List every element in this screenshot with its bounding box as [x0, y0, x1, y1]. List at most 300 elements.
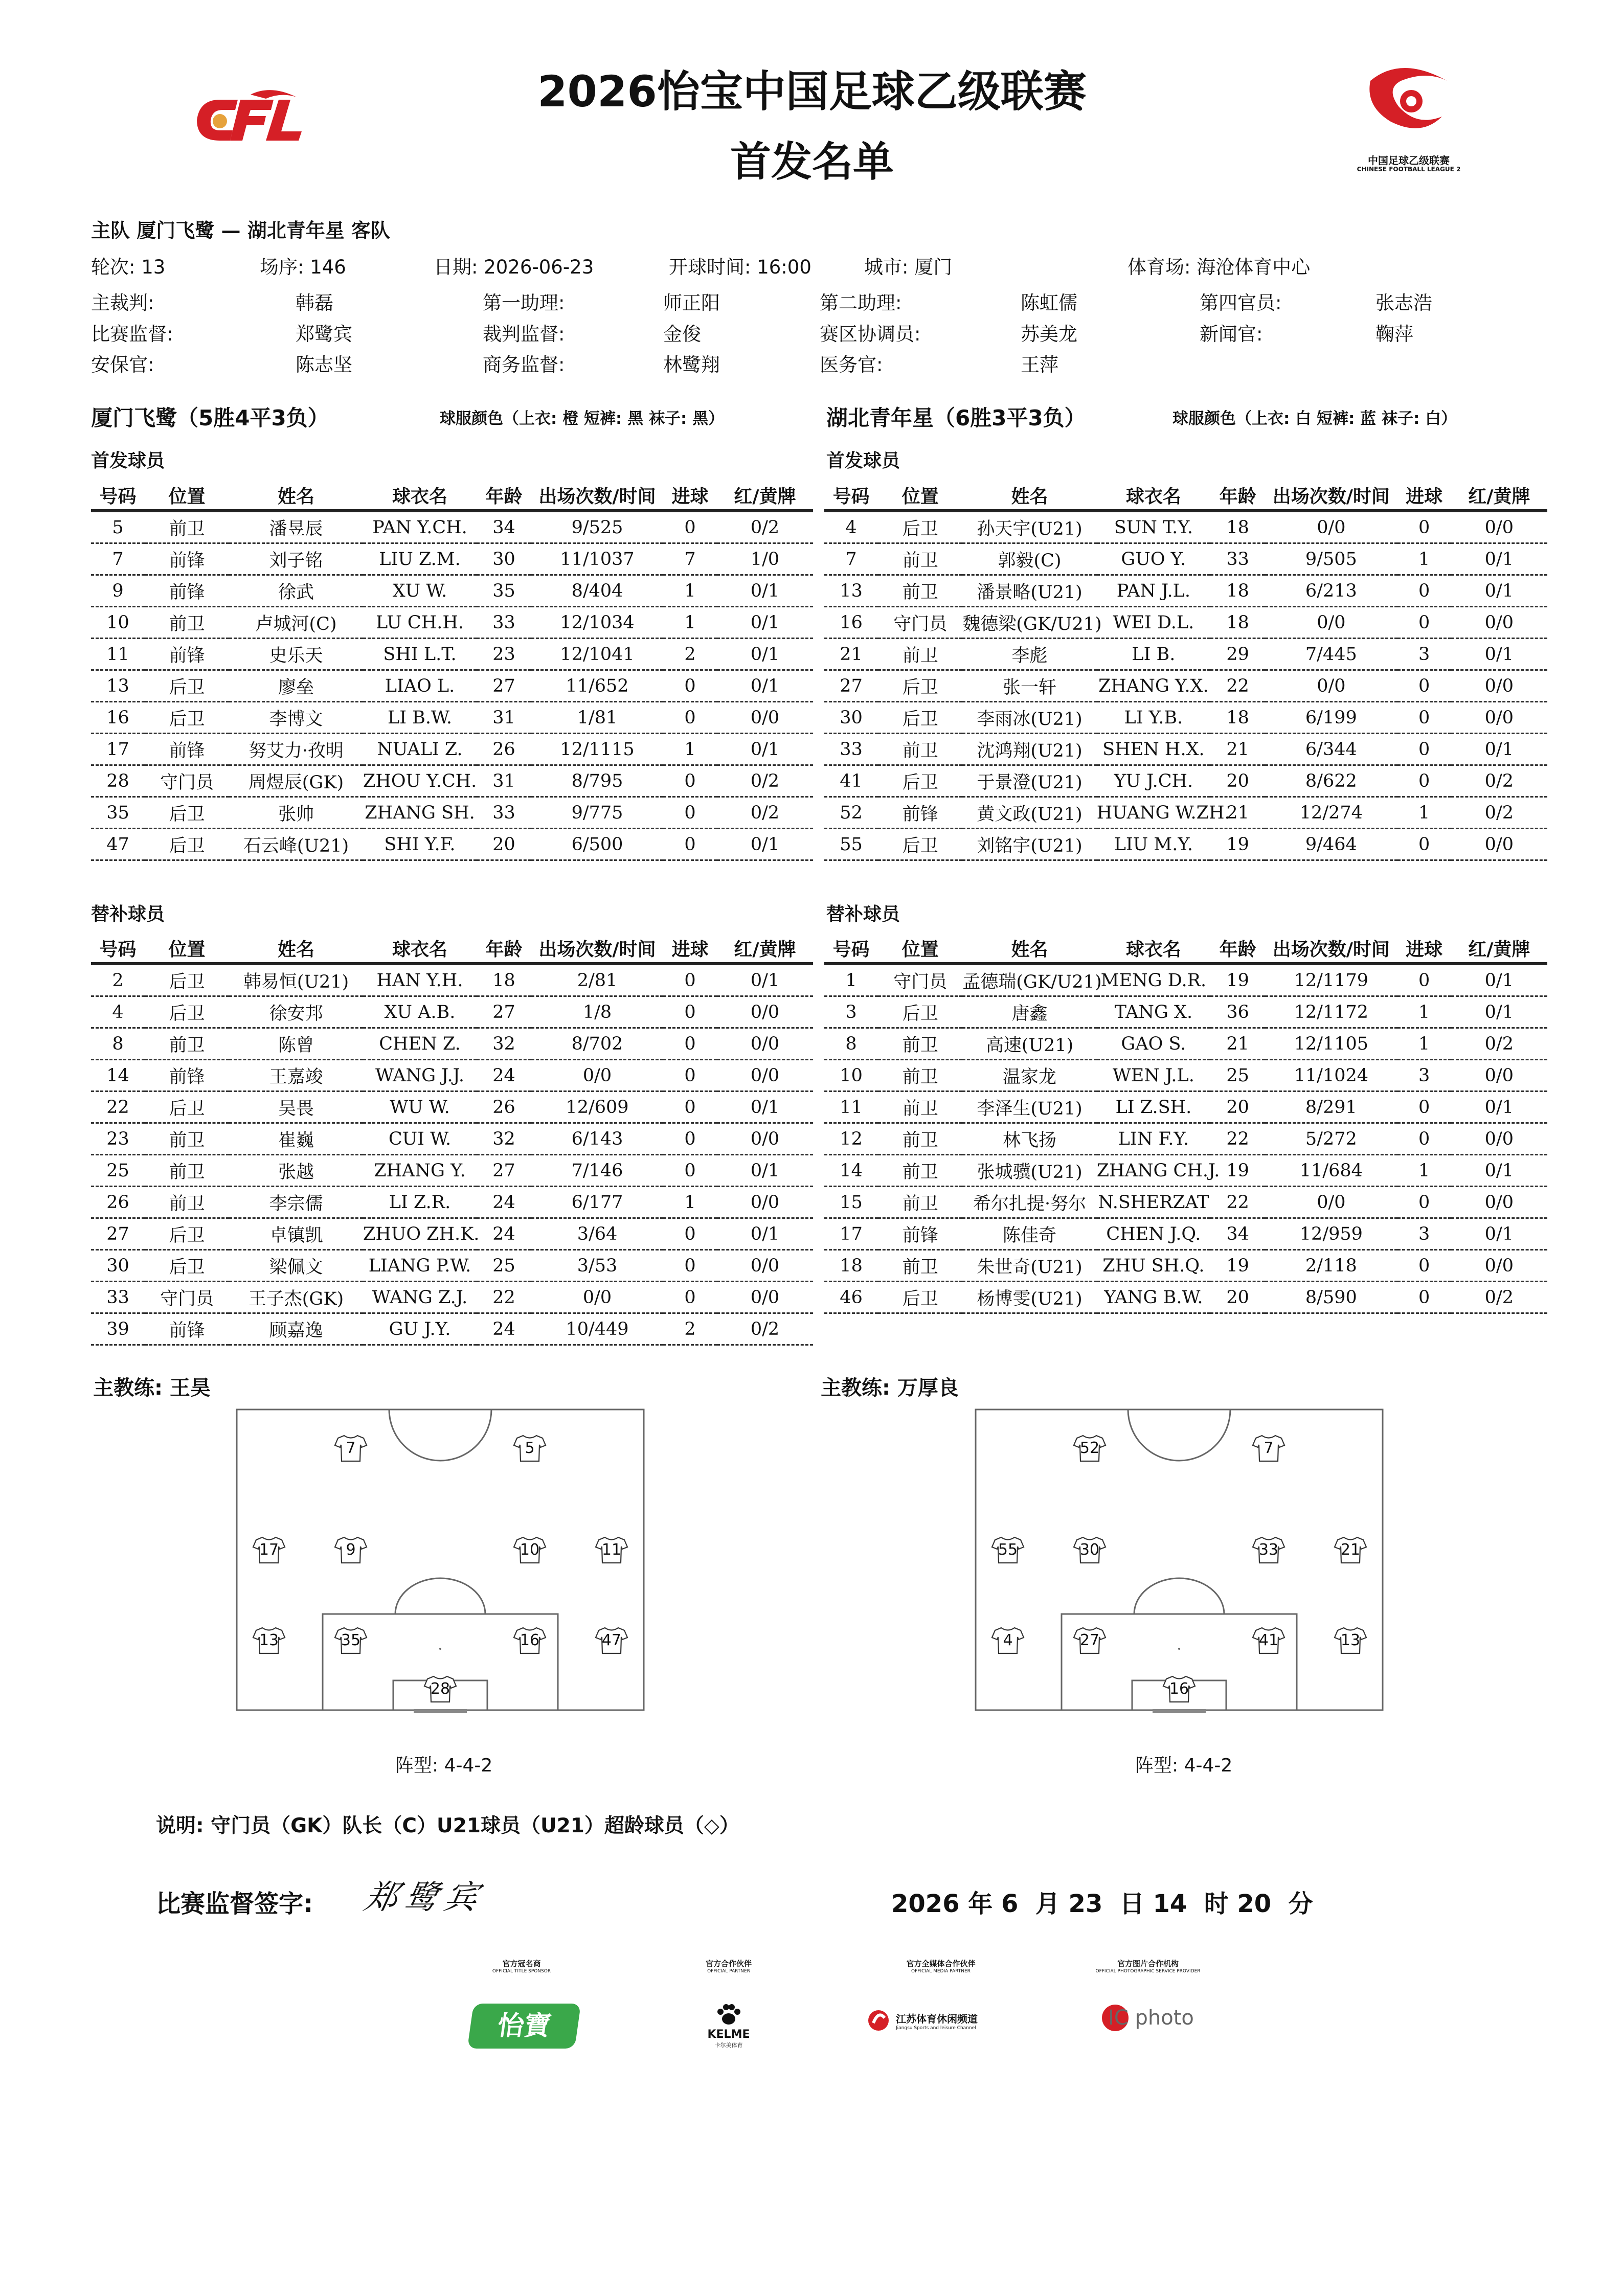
player-cell: 0 — [663, 1155, 717, 1187]
player-cell: 8/702 — [531, 1028, 663, 1060]
kelme-name-cn: 卡尔美体育 — [714, 2042, 743, 2049]
player-cell: 0/1 — [1451, 1092, 1547, 1123]
player-cell: 27 — [91, 1218, 145, 1250]
column-header: 位置 — [878, 934, 962, 964]
sponsor-media-head: 官方全媒体合作伙伴 — [906, 1959, 976, 1968]
player-cell: 18 — [1210, 575, 1265, 607]
player-cell: 前锋 — [145, 734, 229, 765]
player-cell: 潘景略(U21) — [962, 575, 1096, 607]
player-cell: 8/590 — [1265, 1282, 1397, 1313]
penalty-arc — [395, 1578, 485, 1614]
official-value: 陈志坚 — [296, 354, 352, 376]
player-cell: 33 — [477, 797, 531, 829]
sponsor-media — [864, 1958, 1018, 2033]
player-cell: 顾嘉逸 — [229, 1313, 363, 1345]
jstv-icon — [864, 2008, 893, 2033]
player-cell: WANG J.J. — [363, 1060, 477, 1092]
player-row — [824, 543, 1547, 575]
player-cell: 于景澄(U21) — [962, 765, 1096, 797]
player-cell: 36 — [1210, 996, 1265, 1028]
column-header: 红/黄牌 — [1451, 481, 1547, 511]
player-cell: 35 — [91, 797, 145, 829]
official-value: 王萍 — [1021, 354, 1058, 376]
player-cell: 守门员 — [145, 765, 229, 797]
player-cell: 1 — [1397, 996, 1451, 1028]
player-cell: 王嘉竣 — [229, 1060, 363, 1092]
player-cell: 23 — [477, 639, 531, 670]
player-jersey — [595, 1536, 628, 1564]
jersey-number: 9 — [346, 1541, 356, 1559]
official-label: 第四官员: — [1200, 292, 1282, 314]
player-cell: NUALI Z. — [363, 734, 477, 765]
player-cell: LIU M.Y. — [1097, 829, 1210, 860]
player-cell: 1 — [663, 575, 717, 607]
player-cell: YU J.CH. — [1097, 765, 1210, 797]
player-cell: XU A.B. — [363, 996, 477, 1028]
player-row — [824, 1092, 1547, 1123]
column-header: 位置 — [878, 481, 962, 511]
home-team-name: 厦门飞鹭（5胜4平3负） — [91, 405, 329, 430]
player-cell: 0/1 — [1451, 639, 1547, 670]
player-cell: 31 — [477, 702, 531, 734]
official-value: 陈虹儒 — [1021, 292, 1077, 314]
player-jersey — [334, 1434, 368, 1463]
player-cell: PAN J.L. — [1097, 575, 1210, 607]
player-cell: 19 — [1210, 1155, 1265, 1187]
jersey-number: 10 — [520, 1541, 540, 1559]
player-cell: 0/2 — [1451, 1282, 1547, 1313]
player-cell: 0/1 — [717, 639, 813, 670]
player-cell: 5 — [91, 511, 145, 543]
player-cell: 11/652 — [531, 670, 663, 702]
jersey-number: 16 — [1169, 1680, 1189, 1698]
player-cell: TANG X. — [1097, 996, 1210, 1028]
away-starters-label: 首发球员 — [826, 450, 900, 471]
player-cell: 张越 — [229, 1155, 363, 1187]
sponsor-photo — [1081, 1958, 1214, 2031]
column-header: 姓名 — [229, 934, 363, 964]
player-cell: 0/0 — [1265, 670, 1397, 702]
player-cell: 18 — [1210, 702, 1265, 734]
player-cell: 5/272 — [1265, 1123, 1397, 1155]
player-cell: 6/177 — [531, 1187, 663, 1218]
player-cell: 前卫 — [878, 1060, 962, 1092]
player-cell: 3 — [1397, 1218, 1451, 1250]
player-cell: 0/1 — [717, 829, 813, 860]
player-cell: WANG Z.J. — [363, 1282, 477, 1313]
player-cell: 0/1 — [717, 1218, 813, 1250]
official-label: 新闻官: — [1200, 323, 1263, 345]
player-cell: 7 — [91, 543, 145, 575]
player-cell: 11/1037 — [531, 543, 663, 575]
player-cell: 刘子铭 — [229, 543, 363, 575]
player-cell: 10/449 — [531, 1313, 663, 1345]
player-cell: CHEN J.Q. — [1097, 1218, 1210, 1250]
player-cell: 20 — [477, 829, 531, 860]
jersey-number: 41 — [1258, 1631, 1279, 1649]
player-cell: 22 — [1210, 1123, 1265, 1155]
jersey-number: 7 — [1264, 1439, 1274, 1457]
player-jersey — [1073, 1434, 1107, 1463]
player-cell: HAN Y.H. — [363, 964, 477, 996]
player-cell: 0 — [663, 765, 717, 797]
column-header: 姓名 — [962, 934, 1096, 964]
player-cell: 0/2 — [1451, 765, 1547, 797]
player-cell: 0 — [663, 1250, 717, 1282]
player-cell: 0 — [1397, 575, 1451, 607]
player-cell: 0 — [1397, 511, 1451, 543]
sponsor-photo-head: 官方图片合作机构 — [1117, 1959, 1179, 1968]
player-cell: 0/0 — [717, 1060, 813, 1092]
player-cell: 守门员 — [145, 1282, 229, 1313]
league-logo-subtext: CHINESE FOOTBALL LEAGUE 2 — [1357, 166, 1461, 173]
player-cell: GUO Y. — [1097, 543, 1210, 575]
player-cell: 2 — [663, 639, 717, 670]
player-cell: 25 — [1210, 1060, 1265, 1092]
player-cell: 后卫 — [878, 829, 962, 860]
player-cell: 12 — [824, 1123, 878, 1155]
player-cell: 4 — [91, 996, 145, 1028]
supervisor-signature: 郑鹭宾 — [360, 1879, 489, 1917]
player-cell: 前卫 — [878, 734, 962, 765]
player-cell: 守门员 — [878, 964, 962, 996]
player-cell: GU J.Y. — [363, 1313, 477, 1345]
player-row — [91, 964, 813, 996]
player-cell: GAO S. — [1097, 1028, 1210, 1060]
player-cell: 0 — [1397, 607, 1451, 639]
player-cell: 30 — [91, 1250, 145, 1282]
player-cell: 21 — [824, 639, 878, 670]
player-cell: 前卫 — [145, 607, 229, 639]
player-cell: 0 — [1397, 1092, 1451, 1123]
player-cell: 0/1 — [717, 1092, 813, 1123]
player-row — [824, 639, 1547, 670]
sponsor-partner — [672, 1958, 785, 2049]
player-cell: 0/2 — [717, 511, 813, 543]
league-logo — [1350, 60, 1468, 178]
player-cell: 24 — [477, 1060, 531, 1092]
jersey-number: 35 — [341, 1631, 361, 1649]
player-cell: 0/0 — [1451, 1250, 1547, 1282]
player-cell: 0/2 — [1451, 1028, 1547, 1060]
player-cell: 34 — [1210, 1218, 1265, 1250]
column-header: 姓名 — [229, 481, 363, 511]
player-cell: 孟德瑞(GK/U21) — [962, 964, 1096, 996]
player-cell: 0/1 — [717, 964, 813, 996]
column-header: 号码 — [824, 481, 878, 511]
player-cell: 0 — [663, 1092, 717, 1123]
player-cell: 1 — [1397, 797, 1451, 829]
player-cell: 0/0 — [1451, 670, 1547, 702]
player-cell: 张一轩 — [962, 670, 1096, 702]
player-cell: 前锋 — [145, 639, 229, 670]
player-cell: 前卫 — [878, 1028, 962, 1060]
player-cell: 12/1034 — [531, 607, 663, 639]
player-cell: 前卫 — [878, 1187, 962, 1218]
player-cell: ZHANG CH.J. — [1097, 1155, 1210, 1187]
player-row — [824, 1028, 1547, 1060]
player-cell: 12/1105 — [1265, 1028, 1397, 1060]
player-cell: 1 — [663, 607, 717, 639]
player-cell: 0/0 — [717, 702, 813, 734]
player-row — [91, 1313, 813, 1345]
player-cell: XU W. — [363, 575, 477, 607]
player-cell: 李博文 — [229, 702, 363, 734]
player-cell: 0 — [1397, 1187, 1451, 1218]
player-row — [91, 702, 813, 734]
player-cell: SUN T.Y. — [1097, 511, 1210, 543]
player-cell: 8/291 — [1265, 1092, 1397, 1123]
player-cell: 0 — [663, 1218, 717, 1250]
player-cell: 22 — [91, 1092, 145, 1123]
player-cell: LI B. — [1097, 639, 1210, 670]
player-cell: 12/1179 — [1265, 964, 1397, 996]
player-cell: 18 — [1210, 607, 1265, 639]
player-cell: 1 — [663, 1187, 717, 1218]
player-cell: 前卫 — [145, 1028, 229, 1060]
player-cell: 0/2 — [717, 1313, 813, 1345]
player-cell: 0/0 — [1451, 511, 1547, 543]
jstv-name-en: Jiangsu Sports and leisure Channel — [896, 2025, 976, 2031]
player-cell: 27 — [477, 670, 531, 702]
player-cell: 卢城河(C) — [229, 607, 363, 639]
player-cell: 41 — [824, 765, 878, 797]
stadium: 体育场: 海沧体育中心 — [1127, 256, 1311, 278]
kelme-name: KELME — [707, 2028, 750, 2041]
jersey-number: 7 — [346, 1439, 356, 1457]
player-cell: 7 — [663, 543, 717, 575]
page-title: 2026怡宝中国足球乙级联赛 — [537, 66, 1087, 117]
player-cell: 朱世奇(U21) — [962, 1250, 1096, 1282]
player-cell: 1 — [824, 964, 878, 996]
player-jersey — [1252, 1434, 1285, 1463]
player-cell: 3/64 — [531, 1218, 663, 1250]
player-jersey — [252, 1536, 286, 1564]
goal — [1153, 1709, 1206, 1713]
player-jersey — [252, 1626, 286, 1655]
sponsor-title-sub: OFFICIAL TITLE SPONSOR — [492, 1969, 551, 1974]
player-cell: 前卫 — [878, 1092, 962, 1123]
player-cell: 47 — [91, 829, 145, 860]
home-formation-pitch — [236, 1408, 645, 1711]
jersey-number: 4 — [1003, 1631, 1013, 1649]
column-header: 年龄 — [1210, 481, 1265, 511]
player-jersey — [423, 1675, 457, 1703]
player-row — [91, 734, 813, 765]
player-row — [91, 511, 813, 543]
player-cell: 前卫 — [145, 1187, 229, 1218]
player-cell: 沈鸿翔(U21) — [962, 734, 1096, 765]
sign-datetime: 2026 年 6 月 23 日 14 时 20 分 — [891, 1890, 1313, 1918]
player-cell: 33 — [1210, 543, 1265, 575]
player-cell: 0 — [1397, 1282, 1451, 1313]
player-cell: 陈曾 — [229, 1028, 363, 1060]
player-row — [91, 1250, 813, 1282]
player-row — [824, 1155, 1547, 1187]
home-formation: 阵型: 4-4-2 — [395, 1755, 493, 1776]
player-cell: 0/0 — [1451, 1060, 1547, 1092]
player-cell: ZHUO ZH.K. — [363, 1218, 477, 1250]
player-cell: 33 — [477, 607, 531, 639]
legend-note: 说明: 守门员（GK）队长（C）U21球员（U21）超龄球员（◇） — [156, 1814, 739, 1837]
player-row — [824, 511, 1547, 543]
player-cell: 魏德梁(GK/U21) — [962, 607, 1096, 639]
player-cell: 唐鑫 — [962, 996, 1096, 1028]
jersey-number: 30 — [1079, 1541, 1100, 1559]
player-cell: 后卫 — [878, 996, 962, 1028]
player-cell: 25 — [477, 1250, 531, 1282]
player-cell: 陈佳奇 — [962, 1218, 1096, 1250]
player-cell: 后卫 — [145, 1250, 229, 1282]
player-cell: 0/1 — [717, 1155, 813, 1187]
player-cell: 12/959 — [1265, 1218, 1397, 1250]
player-cell: 20 — [1210, 1092, 1265, 1123]
icphoto-logo — [1081, 2005, 1214, 2031]
home-subs-label: 替补球员 — [91, 904, 165, 925]
column-header: 球衣名 — [1097, 481, 1210, 511]
column-header: 年龄 — [477, 934, 531, 964]
jersey-number: 17 — [259, 1541, 279, 1559]
player-row — [824, 964, 1547, 996]
player-cell: 郭毅(C) — [962, 543, 1096, 575]
player-cell: 0/0 — [1265, 1187, 1397, 1218]
player-row — [824, 1060, 1547, 1092]
round: 轮次: 13 — [91, 256, 166, 278]
player-row — [91, 1282, 813, 1313]
player-cell: 后卫 — [878, 511, 962, 543]
player-cell: 19 — [1210, 964, 1265, 996]
penalty-arc — [1134, 1578, 1224, 1614]
player-cell: 20 — [1210, 765, 1265, 797]
player-cell: 27 — [824, 670, 878, 702]
official-label: 第二助理: — [820, 292, 902, 314]
player-cell: 3 — [1397, 639, 1451, 670]
city: 城市: 厦门 — [864, 256, 953, 278]
player-cell: 守门员 — [878, 607, 962, 639]
home-subs-table — [91, 934, 813, 1346]
player-cell: 32 — [477, 1028, 531, 1060]
player-cell: 2/118 — [1265, 1250, 1397, 1282]
player-cell: 后卫 — [145, 996, 229, 1028]
player-cell: 0/0 — [531, 1060, 663, 1092]
column-header: 号码 — [91, 934, 145, 964]
player-cell: 0 — [1397, 702, 1451, 734]
player-cell: 26 — [477, 1092, 531, 1123]
player-cell: 22 — [1210, 670, 1265, 702]
player-jersey — [1334, 1626, 1367, 1655]
player-cell: 1 — [1397, 1028, 1451, 1060]
player-cell: 6/199 — [1265, 702, 1397, 734]
player-cell: 0/0 — [1451, 1123, 1547, 1155]
player-row — [91, 575, 813, 607]
player-cell: 6/213 — [1265, 575, 1397, 607]
player-cell: 0 — [663, 1282, 717, 1313]
player-cell: 前锋 — [878, 1218, 962, 1250]
player-cell: 0/0 — [717, 1282, 813, 1313]
player-cell: 0 — [663, 829, 717, 860]
player-row — [91, 1187, 813, 1218]
sponsor-title — [470, 1958, 573, 2049]
player-cell: 周煜辰(GK) — [229, 765, 363, 797]
player-cell: 0/1 — [717, 607, 813, 639]
player-cell: 0/0 — [1451, 829, 1547, 860]
player-cell: 前锋 — [145, 1060, 229, 1092]
column-header: 年龄 — [1210, 934, 1265, 964]
player-jersey — [513, 1434, 547, 1463]
player-row — [824, 1250, 1547, 1282]
away-coach: 主教练: 万厚良 — [821, 1376, 959, 1400]
player-row — [91, 1218, 813, 1250]
player-row — [91, 639, 813, 670]
player-row — [824, 1187, 1547, 1218]
player-row — [824, 1282, 1547, 1313]
official-label: 医务官: — [820, 354, 883, 376]
match-date: 日期: 2026-06-23 — [434, 256, 594, 278]
player-cell: 12/1041 — [531, 639, 663, 670]
player-cell: 19 — [1210, 829, 1265, 860]
away-subs-label: 替补球员 — [826, 904, 900, 925]
column-header: 出场次数/时间 — [1265, 481, 1397, 511]
jersey-number: 52 — [1079, 1439, 1100, 1457]
player-cell: 21 — [1210, 734, 1265, 765]
player-row — [824, 1218, 1547, 1250]
player-cell: 2 — [91, 964, 145, 996]
player-jersey — [513, 1536, 547, 1564]
player-cell: 0/0 — [1451, 702, 1547, 734]
column-header: 进球 — [663, 934, 717, 964]
player-row — [91, 996, 813, 1028]
player-cell: 梁佩文 — [229, 1250, 363, 1282]
player-cell: 29 — [1210, 639, 1265, 670]
player-cell: 9/525 — [531, 511, 663, 543]
player-cell: 13 — [824, 575, 878, 607]
player-cell: 前卫 — [878, 1155, 962, 1187]
player-cell: 0 — [1397, 1123, 1451, 1155]
player-cell: LIN F.Y. — [1097, 1123, 1210, 1155]
player-cell: N.SHERZAT — [1097, 1187, 1210, 1218]
player-cell: 2 — [663, 1313, 717, 1345]
player-cell: 11 — [91, 639, 145, 670]
player-cell: 0/0 — [717, 996, 813, 1028]
jersey-number: 13 — [1340, 1631, 1361, 1649]
player-cell: 0 — [663, 964, 717, 996]
player-cell: 3 — [824, 996, 878, 1028]
official-value: 金俊 — [663, 323, 701, 345]
column-header: 红/黄牌 — [1451, 934, 1547, 964]
player-cell: 后卫 — [145, 964, 229, 996]
player-cell: LI Z.SH. — [1097, 1092, 1210, 1123]
pitch-boundary — [976, 1410, 1383, 1710]
column-header: 红/黄牌 — [717, 481, 813, 511]
player-cell: 0/0 — [1265, 511, 1397, 543]
goal — [414, 1709, 467, 1713]
player-row — [824, 575, 1547, 607]
player-jersey — [1073, 1626, 1107, 1655]
player-cell: ZHANG Y. — [363, 1155, 477, 1187]
player-jersey — [513, 1626, 547, 1655]
player-cell: LU CH.H. — [363, 607, 477, 639]
player-row — [91, 543, 813, 575]
player-cell: 16 — [824, 607, 878, 639]
player-cell: LI Y.B. — [1097, 702, 1210, 734]
player-cell: 0/1 — [1451, 575, 1547, 607]
player-cell: 0 — [1397, 734, 1451, 765]
column-header: 球衣名 — [363, 934, 477, 964]
player-cell: 1 — [1397, 543, 1451, 575]
player-cell: ZHOU Y.CH. — [363, 765, 477, 797]
player-cell: LIU Z.M. — [363, 543, 477, 575]
player-cell: 1 — [1397, 1155, 1451, 1187]
